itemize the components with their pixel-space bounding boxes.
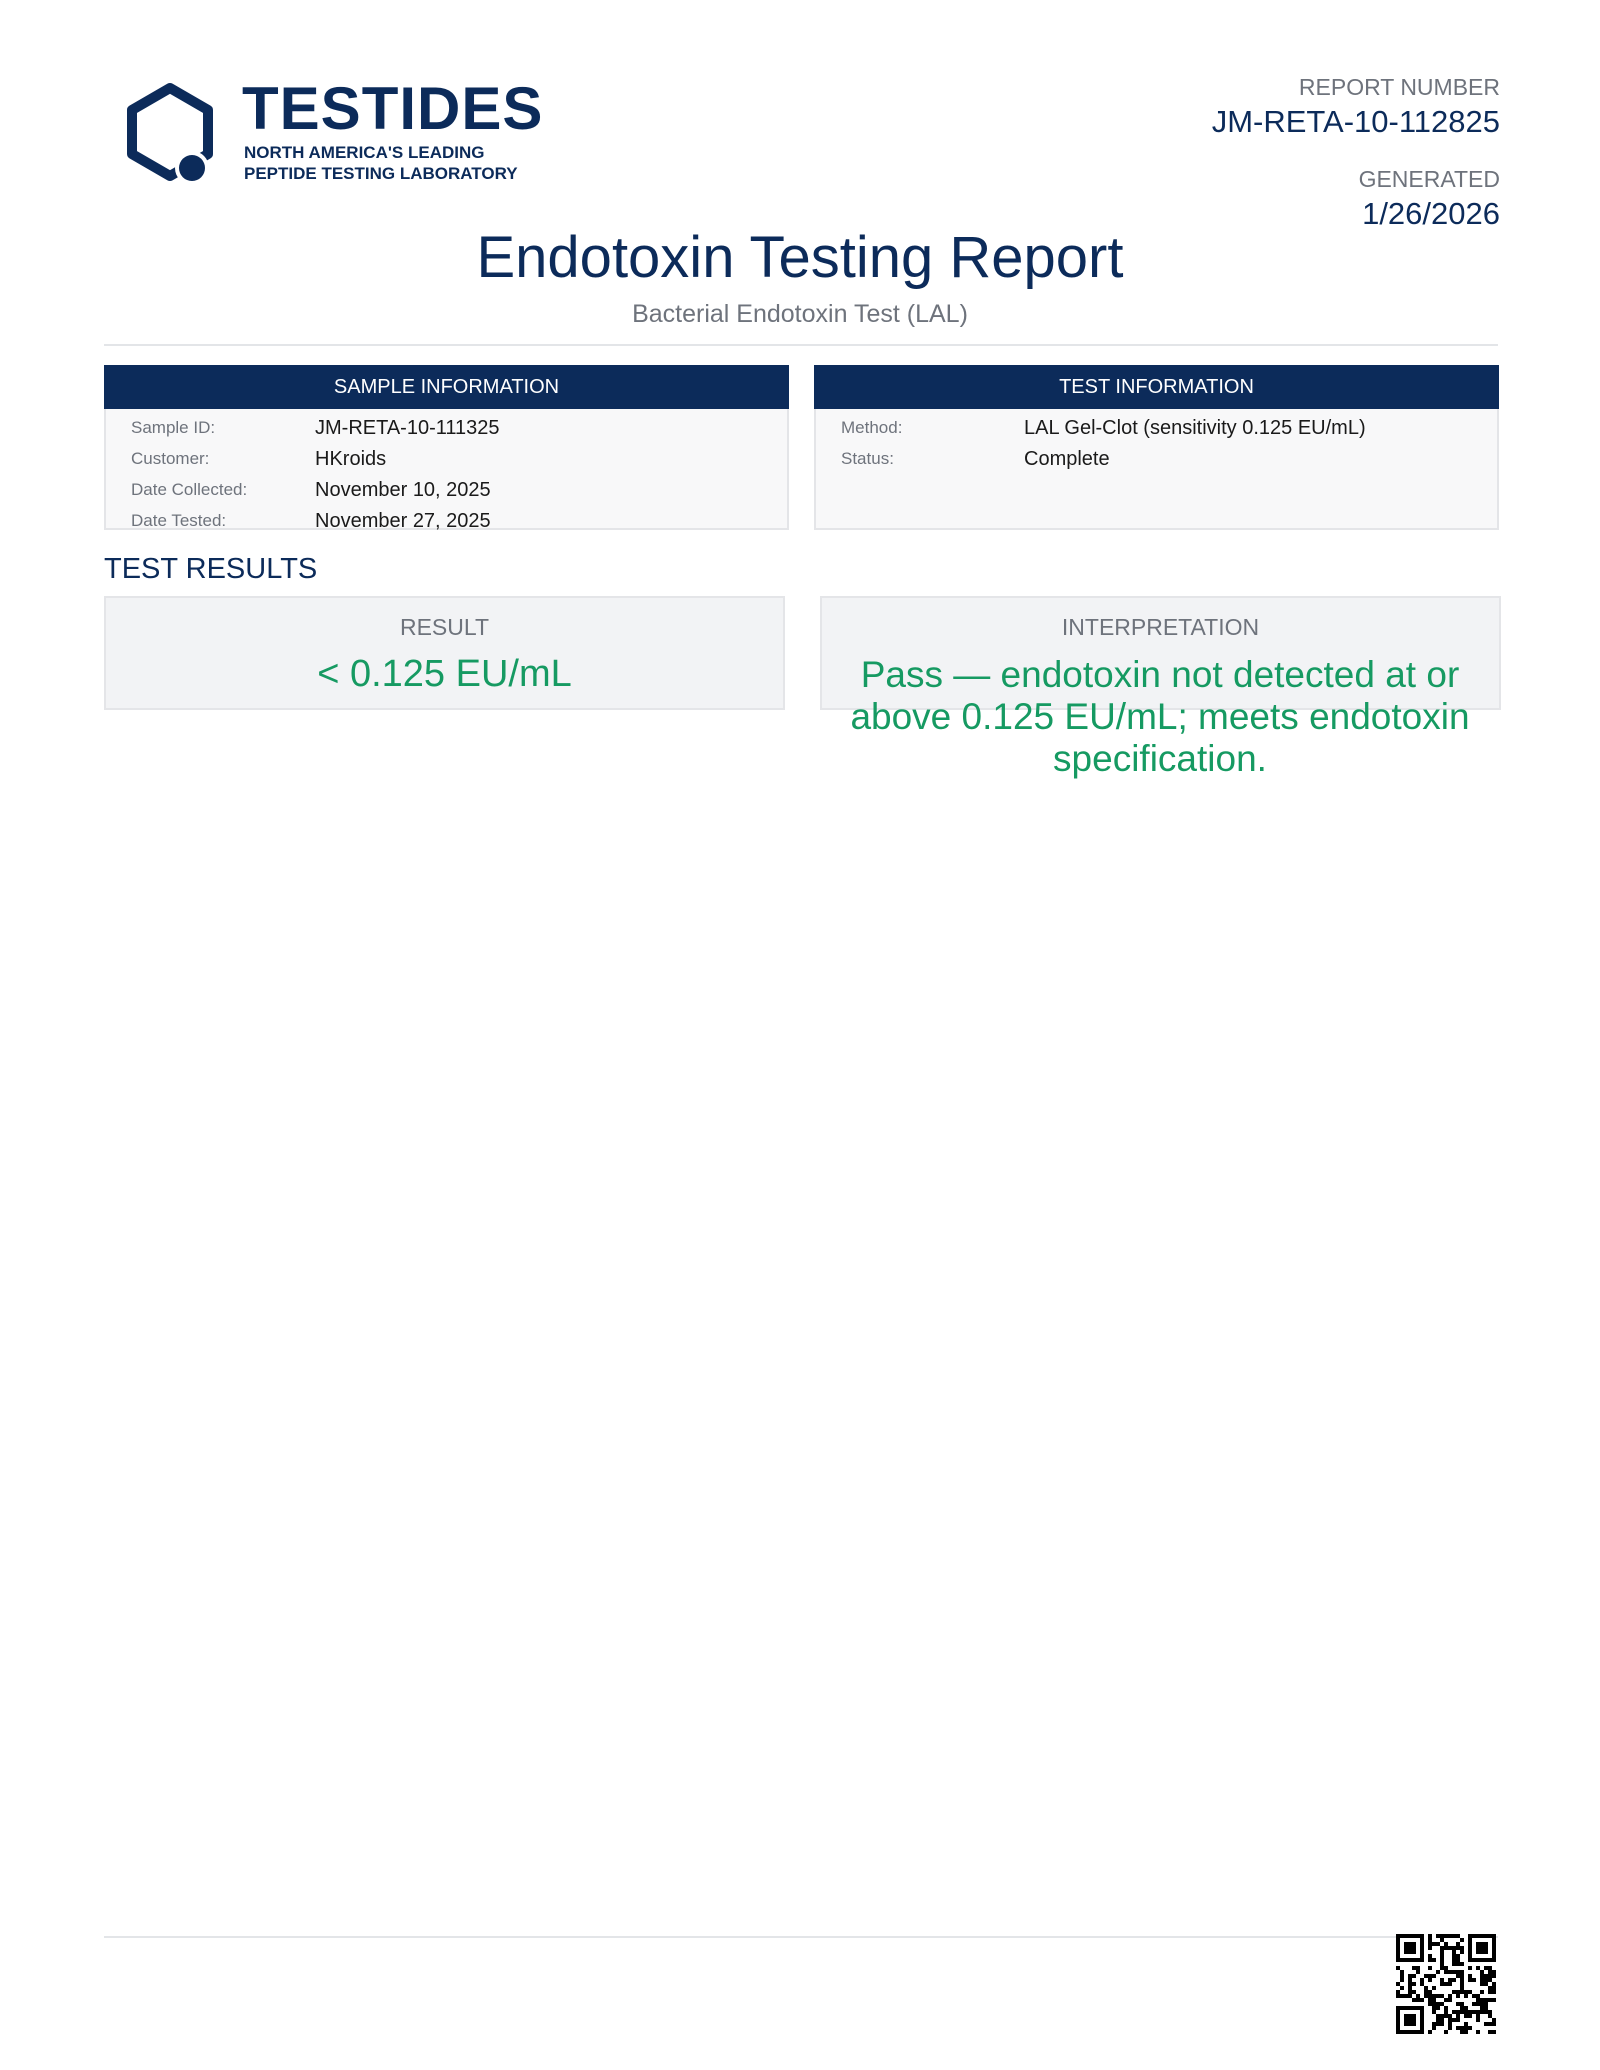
generated-date: 1/26/2026 [1362,196,1500,231]
sample-information-header: SAMPLE INFORMATION [104,365,789,409]
footer-divider [104,1936,1498,1938]
qr-code-icon [1396,1934,1496,2034]
status-label: Status: [841,449,894,468]
title-divider [104,344,1498,346]
status-value: Complete [1024,448,1110,470]
sample-id-value: JM-RETA-10-111325 [315,417,500,439]
report-number-label: REPORT NUMBER [1298,74,1500,100]
brand-tagline-line2: PEPTIDE TESTING LABORATORY [244,164,518,183]
test-results-heading: TEST RESULTS [104,553,318,585]
sample-id-label: Sample ID: [131,418,216,437]
brand-name: TESTIDES [242,75,544,142]
method-label: Method: [841,418,903,437]
sample-information-panel [104,365,789,530]
generated-label: GENERATED [1358,166,1500,192]
test-information-header: TEST INFORMATION [814,365,1499,409]
customer-label: Customer: [131,449,210,468]
sample-information-body [104,409,789,530]
date-collected-label: Date Collected: [131,480,248,499]
date-collected-value: November 10, 2025 [315,479,491,501]
interpretation-label: INTERPRETATION [1061,614,1260,640]
method-value: LAL Gel-Clot (sensitivity 0.125 EU/mL) [1024,417,1366,439]
date-tested-value: November 27, 2025 [315,510,491,532]
result-box [104,596,785,710]
date-tested-label: Date Tested: [131,511,227,530]
report-number-value: JM-RETA-10-112825 [1211,104,1500,139]
test-information-panel [814,365,1499,530]
brand-tagline-line1: NORTH AMERICA'S LEADING [244,143,485,162]
interpretation-text: Pass — endotoxin not detected at or above 0.125 EU/mL; meets endotoxin specification. [850,654,1470,779]
result-label: RESULT [399,614,490,640]
customer-value: HKroids [315,448,387,470]
report-title: Endotoxin Testing Report [476,225,1124,290]
result-value: < 0.125 EU/mL [317,653,572,695]
testides-logo-icon [120,80,220,190]
test-information-body [814,409,1499,530]
report-subtitle: Bacterial Endotoxin Test (LAL) [632,300,968,328]
